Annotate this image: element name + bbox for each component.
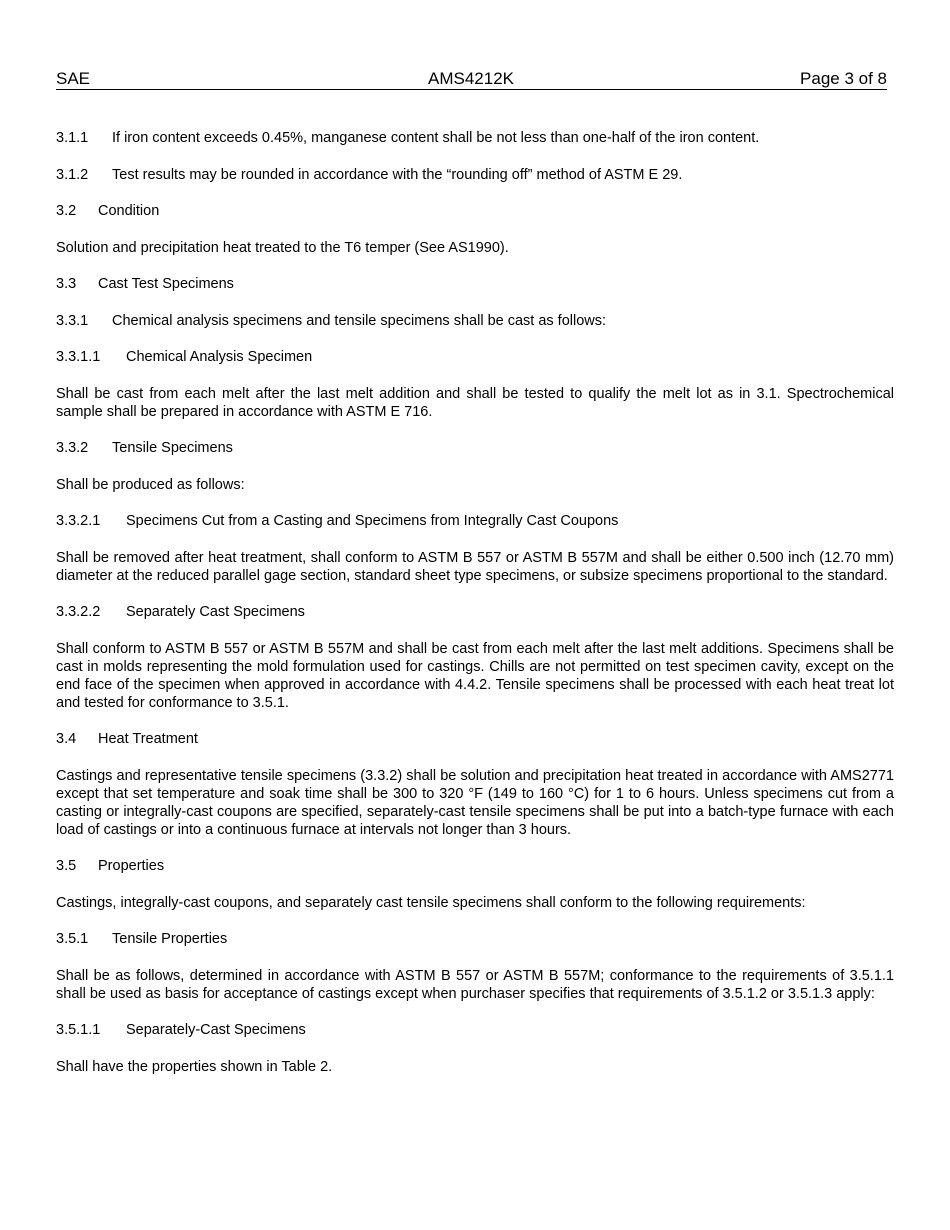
section-number: 3.3 <box>56 276 77 292</box>
section-3-2-body: Solution and precipitation heat treated to the T6 temper (See AS1990). <box>56 239 509 256</box>
section-number: 3.5.1.1 <box>56 1022 101 1038</box>
section-3-5-body: Castings, integrally-cast coupons, and separately cast tensile specimens shall conform to the following requirements: <box>56 894 806 911</box>
section-3-5-1-1-body: Shall have the properties shown in Table 2. <box>56 1058 333 1075</box>
section-3-5-heading <box>56 857 894 875</box>
section-number: 3.1.2 <box>56 166 89 183</box>
section-number: 3.3.2 <box>56 440 89 456</box>
section-number: 3.1.1 <box>56 130 89 146</box>
section-number: 3.4 <box>56 731 77 747</box>
section-3-5-1-1-heading <box>56 1021 894 1039</box>
section-text: If iron content exceeds 0.45%, manganese content shall be not less than one-half of the iron content. <box>112 130 760 146</box>
section-text: Test results may be rounded in accordance with the “rounding off” method of ASTM E 29. <box>112 166 683 183</box>
section-title: Properties <box>98 858 165 874</box>
section-3-3-heading <box>56 275 894 293</box>
section-3-3-2-body: Shall be produced as follows: <box>56 476 245 493</box>
page-header <box>56 69 887 90</box>
section-title: Chemical Analysis Specimen <box>126 349 313 365</box>
section-3-5-1-body: Shall be as follows, determined in accordance with ASTM B 557 or ASTM B 557M; conformance to the requirements of 3.5.1.1 shall be used as basis for acceptance of castings except when purchaser specifies that requirements of 3.5.1.2 or 3.5.1.3 apply: <box>56 967 894 1002</box>
section-3-1-1 <box>56 129 894 147</box>
section-number: 3.3.2.1 <box>56 513 101 529</box>
section-title: Tensile Properties <box>112 931 228 947</box>
section-number: 3.3.1.1 <box>56 349 101 365</box>
section-3-1-2 <box>56 166 894 184</box>
section-3-3-2-2-heading <box>56 603 894 621</box>
section-title: Tensile Specimens <box>112 440 233 456</box>
section-3-3-2-1-body: Shall be removed after heat treatment, shall conform to ASTM B 557 or ASTM B 557M and shall be either 0.500 inch (12.70 mm) diameter at the reduced parallel gage section, standard sheet type specimens, or subsize specimens proportional to the standard. <box>56 549 894 584</box>
section-number: 3.3.1 <box>56 312 89 329</box>
section-3-4-heading <box>56 730 894 748</box>
section-3-2-heading <box>56 202 894 220</box>
section-number: 3.5 <box>56 858 77 874</box>
section-3-3-2-1-heading <box>56 512 894 530</box>
section-3-4-body: Castings and representative tensile specimens (3.3.2) shall be solution and precipitation heat treated in accordance with AMS2771 except that set temperature and soak time shall be 300 to 320 °F (149 to 160 °C) for 1 to 6 hours. Unless specimens cut from a casting or integrally-cast coupons are specified, separately-cast tensile specimens shall be put into a batch-type furnace with each load of castings or into a continuous furnace at intervals not longer than 3 hours. <box>56 767 894 838</box>
section-title: Heat Treatment <box>98 731 198 747</box>
section-title: Specimens Cut from a Casting and Specimens from Integrally Cast Coupons <box>126 513 619 529</box>
document-body <box>56 129 894 1076</box>
section-title: Separately Cast Specimens <box>126 604 305 620</box>
header-page-number: Page 3 of 8 <box>800 69 887 88</box>
section-number: 3.5.1 <box>56 931 89 947</box>
section-3-3-1 <box>56 312 894 330</box>
section-3-3-1-1-body: Shall be cast from each melt after the last melt addition and shall be tested to qualify the melt lot as in 3.1. Spectrochemical sample shall be prepared in accordance with ASTM E 716. <box>56 385 894 420</box>
section-3-3-2-2-body: Shall conform to ASTM B 557 or ASTM B 557M and shall be cast from each melt after the last melt additions. Specimens shall be cast in molds representing the mold formulation used for castings. Chills are not permitted on test specimen cavity, except on the end face of the specimen when approved in accordance with 4.4.2. Tensile specimens shall be processed with each heat treat lot and tested for conformance to 3.5.1. <box>56 640 894 711</box>
section-title: Condition <box>98 203 160 219</box>
header-doc-id: AMS4212K <box>428 69 514 88</box>
section-title: Separately-Cast Specimens <box>126 1022 306 1038</box>
section-3-5-1-heading <box>56 930 894 948</box>
section-text: Chemical analysis specimens and tensile specimens shall be cast as follows: <box>112 312 607 329</box>
section-3-3-2-heading <box>56 439 894 457</box>
section-number: 3.3.2.2 <box>56 604 101 620</box>
header-org: SAE <box>56 69 91 88</box>
section-number: 3.2 <box>56 203 77 219</box>
section-3-3-1-1-heading <box>56 348 894 366</box>
section-title: Cast Test Specimens <box>98 276 234 292</box>
